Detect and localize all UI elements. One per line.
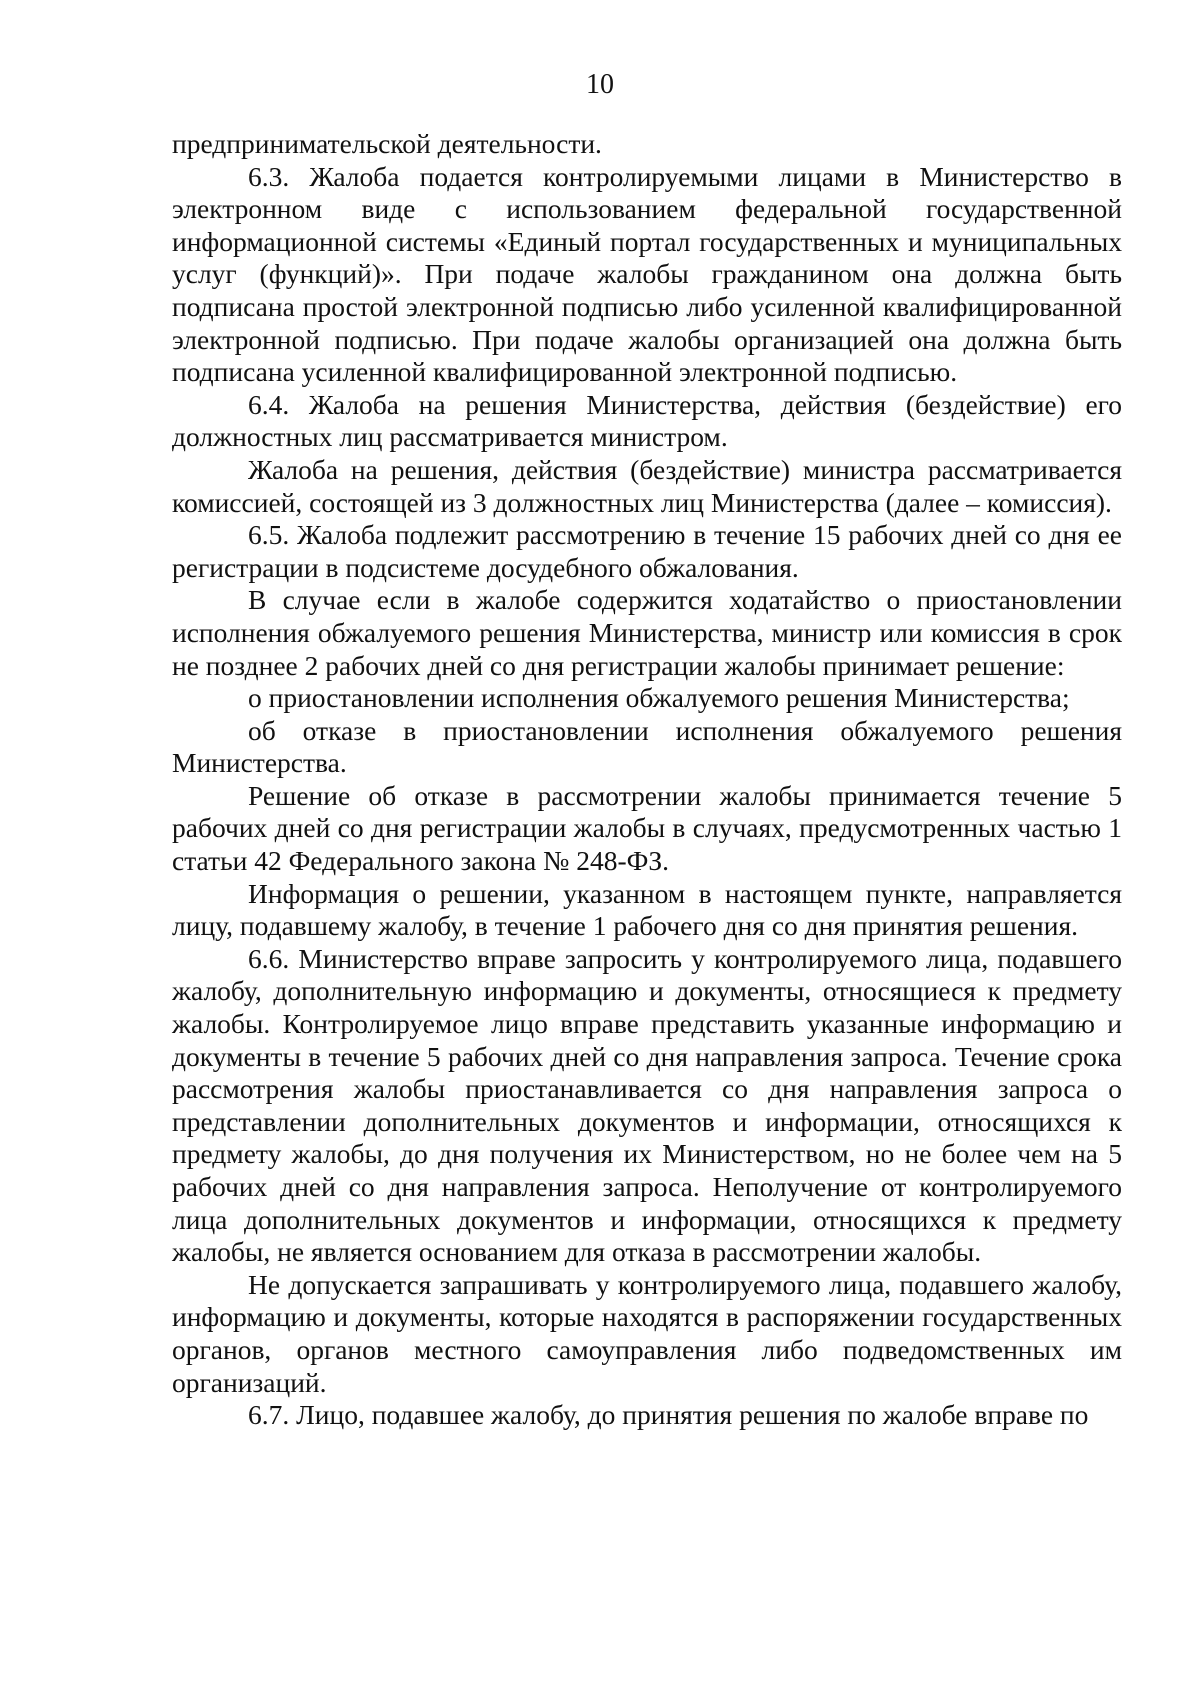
paragraph-decision-notice: Информация о решении, указанном в настоящем пункте, направляется лицу, подавшему жалобу, в течение 1 рабочего дня со дня принятия решения. bbox=[172, 877, 1122, 942]
paragraph-6-4: 6.4. Жалоба на решения Министерства, действия (бездействие) его должностных лиц рассматривается министром. bbox=[172, 388, 1122, 453]
paragraph-continuation: предпринимательской деятельности. bbox=[172, 128, 602, 159]
paragraph-minister-complaint: Жалоба на решения, действия (бездействие) министра рассматривается комиссией, состоящей из 3 должностных лиц Министерства (далее – комиссия). bbox=[172, 453, 1122, 518]
paragraph-decision-refuse: об отказе в приостановлении исполнения обжалуемого решения Министерства. bbox=[172, 714, 1122, 779]
paragraph-6-6: 6.6. Министерство вправе запросить у контролируемого лица, подавшего жалобу, дополнительную информацию и документы, относящиеся к предмету жалобы. Контролируемое лицо вправе представить указанные информацию и документы в течение 5 рабочих дней со дня направления запроса. Течение срока рассмотрения жалобы приостанавливается со дня направления запроса о представлении дополнительных документов и информации, относящихся к предмету жалобы, до дня получения их Министерством, но не более чем на 5 рабочих дней со дня направления запроса. Неполучение от контролируемого лица дополнительных документов и информации, относящихся к предмету жалобы, не является основанием для отказа в рассмотрении жалобы. bbox=[172, 942, 1122, 1268]
paragraph-decision-suspend: о приостановлении исполнения обжалуемого решения Министерства; bbox=[248, 682, 1070, 714]
paragraph-suspension-request: В случае если в жалобе содержится ходатайство о приостановлении исполнения обжалуемого решения Министерства, министр или комиссия в срок не позднее 2 рабочих дней со дня регистрации жалобы принимает решение: bbox=[172, 584, 1122, 681]
paragraph-6-7: 6.7. Лицо, подавшее жалобу, до принятия решения по жалобе вправе по bbox=[248, 1399, 1089, 1431]
page-number: 10 bbox=[586, 69, 614, 100]
paragraph-6-3: 6.3. Жалоба подается контролируемыми лицами в Министерство в электронном виде с использованием федеральной государственной информационной системы «Единый портал государственных и муниципальных услуг (функций)». При подаче жалобы гражданином она должна быть подписана простой электронной подписью либо усиленной квалифицированной электронной подписью. При подаче жалобы организацией она должна быть подписана усиленной квалифицированной электронной подписью. bbox=[172, 160, 1122, 388]
paragraph-6-5: 6.5. Жалоба подлежит рассмотрению в течение 15 рабочих дней со дня ее регистрации в подсистеме досудебного обжалования. bbox=[172, 519, 1122, 583]
document-body bbox=[172, 128, 1122, 1432]
paragraph-refusal-decision: Решение об отказе в рассмотрении жалобы принимается течение 5 рабочих дней со дня регистрации жалобы в случаях, предусмотренных частью 1 статьи 42 Федерального закона № 248-ФЗ. bbox=[172, 779, 1122, 877]
paragraph-no-request: Не допускается запрашивать у контролируемого лица, подавшего жалобу, информацию и документы, которые находятся в распоряжении государственных органов, органов местного самоуправления либо подведомственных им организаций. bbox=[172, 1268, 1122, 1398]
